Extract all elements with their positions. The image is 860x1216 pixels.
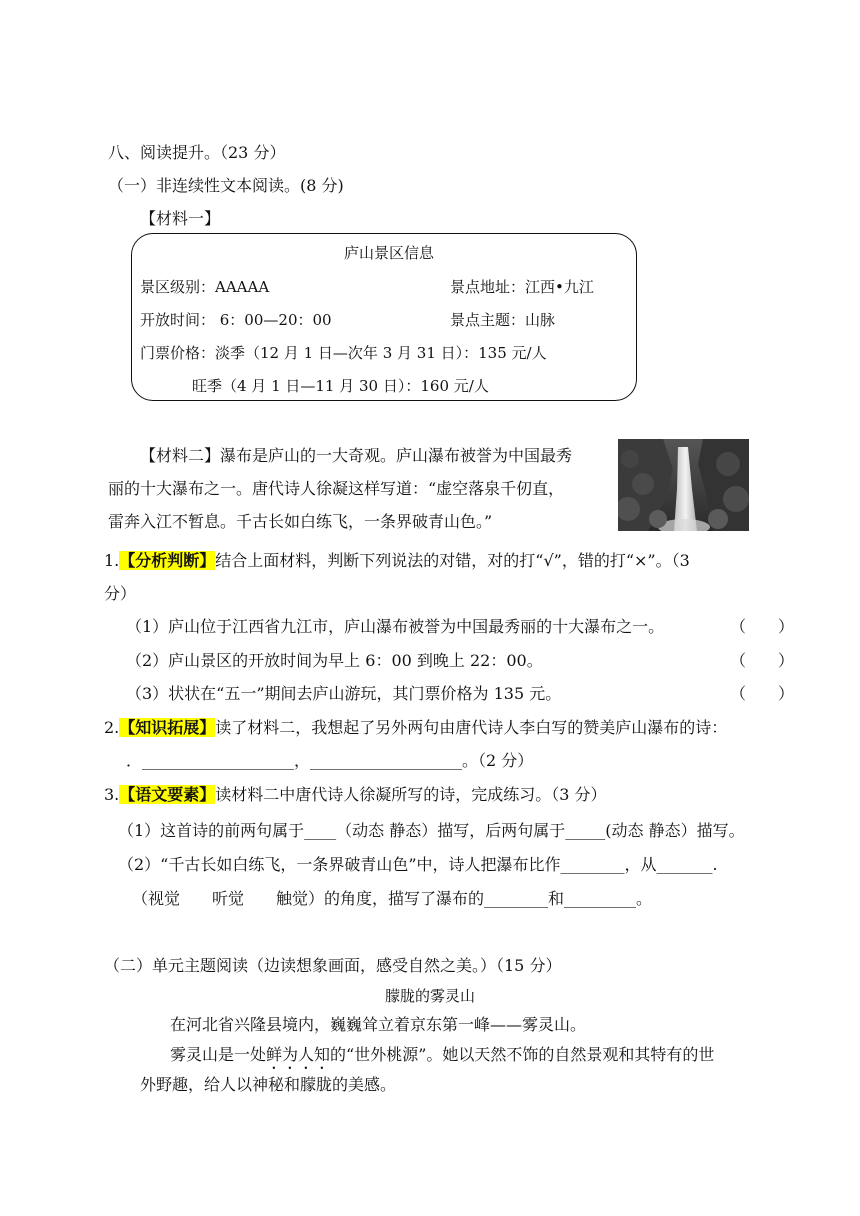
info-hours: 开放时间： 6：00—20：00 bbox=[140, 311, 332, 329]
section-title: 八、阅读提升。（23 分） bbox=[108, 143, 286, 162]
q1-answer-box-2[interactable]: （ ） bbox=[730, 651, 795, 670]
info-level: 景区级别：AAAAA bbox=[140, 278, 270, 296]
q2-line bbox=[104, 715, 727, 738]
q3-tag: 【语文要素】 bbox=[119, 785, 216, 804]
q1-answer-box-3[interactable]: （ ） bbox=[730, 684, 795, 703]
material2-line1 bbox=[140, 443, 572, 466]
q3-line bbox=[104, 782, 607, 805]
q3-sub2[interactable]: （2）“千古长如白练飞，一条界破青山色”中，诗人把瀑布比作________，从_______. bbox=[118, 855, 718, 874]
part2-title: （二）单元主题阅读（边读想象画面，感受自然之美。）（15 分） bbox=[104, 956, 562, 975]
q1-item-3: （3）状状在“五一”期间去庐山游玩，其门票价格为 135 元。 bbox=[126, 684, 562, 703]
info-address: 景点地址：江西•九江 bbox=[450, 278, 594, 296]
info-price-high: 旺季（4 月 1 日—11 月 30 日）：160 元/人 bbox=[192, 377, 489, 395]
info-price-low: 门票价格：淡季（12 月 1 日—次年 3 月 31 日）：135 元/人 bbox=[140, 344, 547, 362]
article-title: 朦胧的雾灵山 bbox=[385, 987, 476, 1005]
part1-title: （一）非连续性文本阅读。(8 分) bbox=[108, 176, 344, 195]
q3-sub3[interactable]: （视觉 听觉 触觉）的角度，描写了瀑布的________和_________。 bbox=[132, 889, 653, 908]
article-p2-pre: 雾灵山是一处 bbox=[170, 1045, 267, 1064]
material2-text1: 瀑布是庐山的一大奇观。庐山瀑布被誉为中国最秀 bbox=[220, 446, 573, 465]
waterfall-photo bbox=[618, 439, 749, 531]
article-p2-post: 的“世外桃源”。她以天然不饰的自然景观和其特有的世 bbox=[330, 1045, 715, 1064]
q2-tag: 【知识拓展】 bbox=[119, 718, 216, 737]
article-p2-dotted: 鲜为人知 bbox=[266, 1045, 331, 1064]
q1-item-2: （2）庐山景区的开放时间为早上 6：00 到晚上 22：00。 bbox=[126, 651, 543, 670]
q1-cont: 分） bbox=[104, 584, 137, 603]
info-box-title: 庐山景区信息 bbox=[344, 244, 435, 262]
info-box bbox=[131, 233, 637, 401]
material2-label: 【材料二】 bbox=[140, 446, 221, 465]
q1-number: 1. bbox=[104, 551, 120, 570]
q1-line bbox=[104, 548, 690, 571]
article-p2 bbox=[170, 1042, 714, 1073]
material2-line3: 雷奔入江不暂息。千古长如白练飞，一条界破青山色。” bbox=[108, 512, 493, 531]
q3-number: 3. bbox=[104, 785, 120, 804]
q2-blanks[interactable]: ．___________________，___________________。（2 分） bbox=[126, 751, 534, 770]
article-p1: 在河北省兴隆县境内，巍巍耸立着京东第一峰——雾灵山。 bbox=[170, 1015, 587, 1034]
q1-answer-box-1[interactable]: （ ） bbox=[730, 617, 795, 636]
q2-number: 2. bbox=[104, 718, 120, 737]
q2-text: 读了材料二，我想起了另外两句由唐代诗人李白写的赞美庐山瀑布的诗： bbox=[215, 718, 728, 737]
material2-line2: 丽的十大瀑布之一。唐代诗人徐凝这样写道：“虚空落泉千仞直， bbox=[108, 479, 565, 498]
q3-text: 读材料二中唐代诗人徐凝所写的诗，完成练习。（3 分） bbox=[215, 785, 607, 804]
q1-text: 结合上面材料，判断下列说法的对错，对的打“√”，错的打“×”。（3 bbox=[215, 551, 690, 570]
material1-label: 【材料一】 bbox=[140, 209, 221, 228]
q1-tag: 【分析判断】 bbox=[119, 551, 216, 570]
q1-item-1: （1）庐山位于江西省九江市，庐山瀑布被誉为中国最秀丽的十大瀑布之一。 bbox=[126, 617, 665, 636]
q3-sub1[interactable]: （1）这首诗的前两句属于____（动态 静态）描写，后两句属于_____(动态 静态）描写。 bbox=[118, 821, 745, 840]
article-p3: 外野趣，给人以神秘和朦胧的美感。 bbox=[140, 1075, 397, 1094]
info-theme: 景点主题：山脉 bbox=[450, 311, 556, 329]
